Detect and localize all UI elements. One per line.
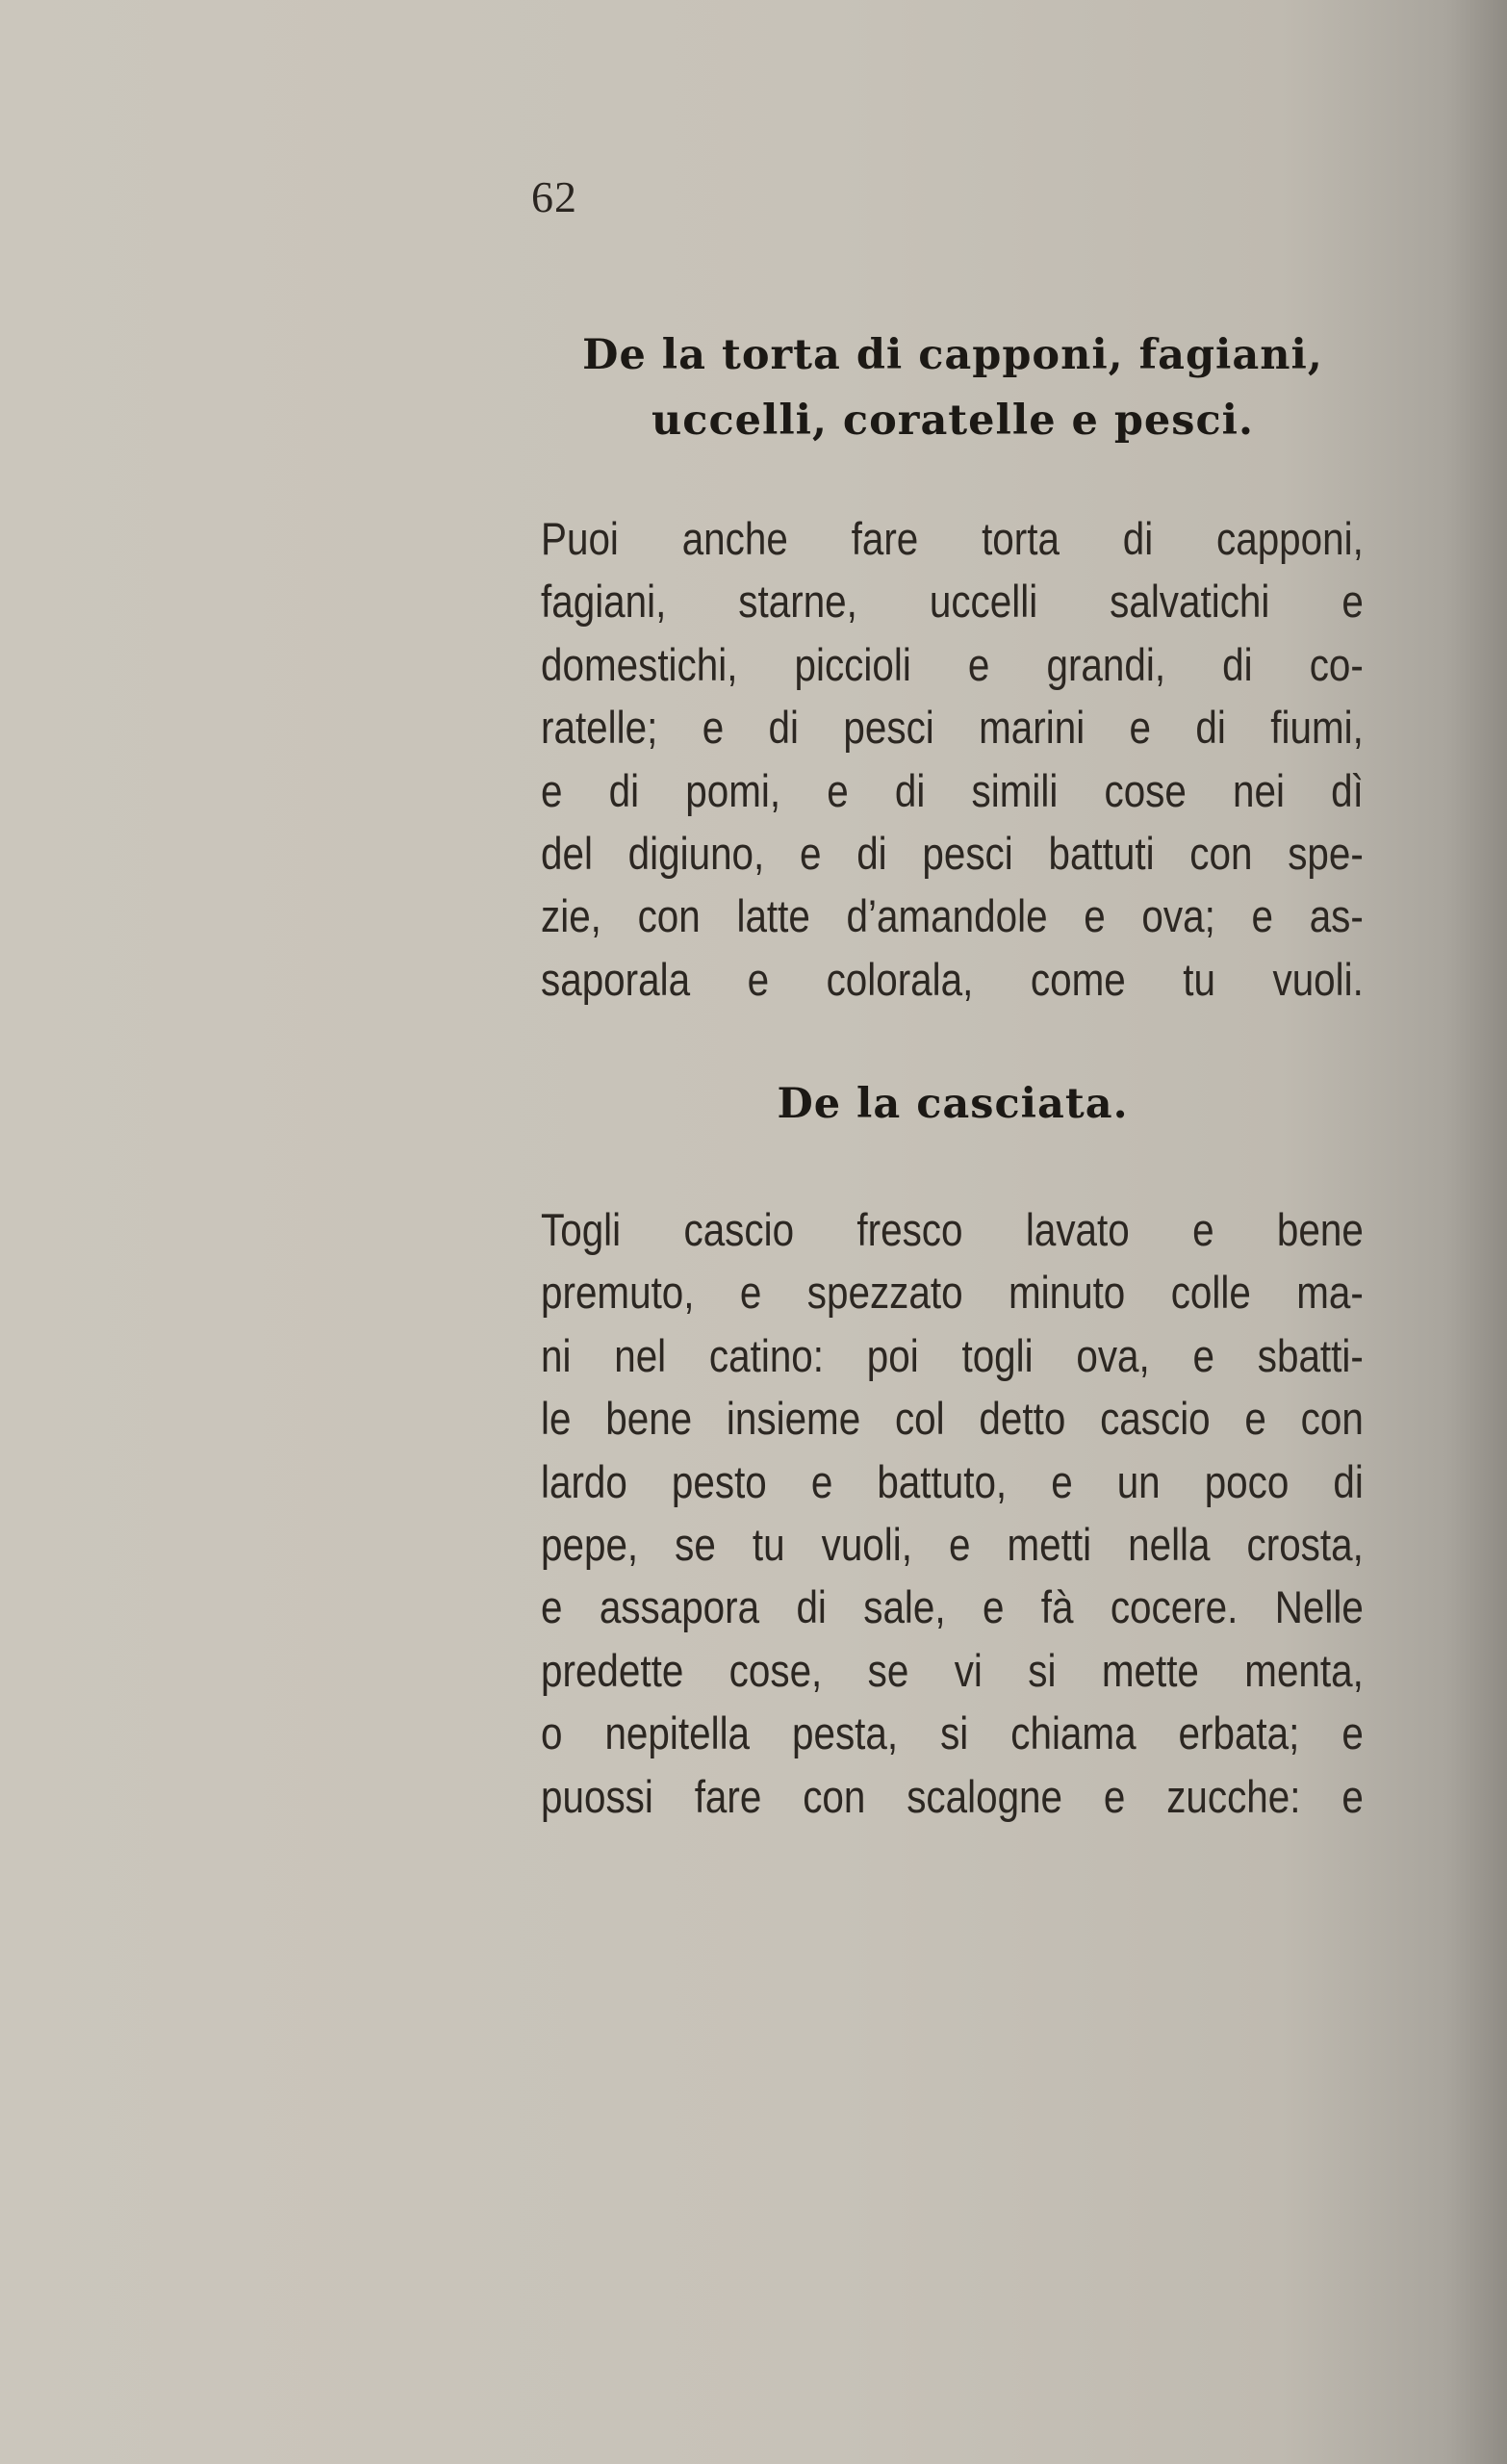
text-line: premuto, e spezzato minuto colle ma- [541, 1267, 1364, 1319]
text-line: puossi fare con scalogne e zucche: e [541, 1770, 1364, 1822]
text-line: le bene insieme col detto cascio e con [541, 1393, 1364, 1445]
text-line: zie, con latte d’amandole e ova; e as- [541, 890, 1364, 942]
text-line: predette cose, se vi si mette menta, [541, 1644, 1364, 1696]
section-body-casciata [541, 1198, 1364, 1828]
text-line: e assapora di sale, e fà cocere. Nelle [541, 1581, 1364, 1633]
text-line: ratelle; e di pesci marini e di fiumi, [541, 702, 1364, 754]
text-line: o nepitella pesta, si chiama erbata; e [541, 1707, 1364, 1759]
text-line: fagiani, starne, uccelli salvatichi e [541, 576, 1364, 628]
section-body-torta [541, 507, 1364, 1011]
text-line: Togli cascio fresco lavato e bene [541, 1204, 1364, 1255]
page-number: 62 [531, 172, 577, 221]
text-line: del digiuno, e di pesci battuti con spe- [541, 828, 1364, 880]
text-line: pepe, se tu vuoli, e metti nella crosta, [541, 1519, 1364, 1571]
section-heading-casciata: De la casciata. [777, 1080, 1129, 1128]
text-line: saporala e colorala, come tu vuoli. [541, 953, 1364, 1005]
text-line: lardo pesto e battuto, e un poco di [541, 1455, 1364, 1507]
text-line: e di pomi, e di simili cose nei dì [541, 764, 1364, 816]
text-line: Puoi anche fare torta di capponi, [541, 513, 1364, 564]
section-heading-torta: De la torta di capponi, fagiani, uccelli, coratelle e pesci. [582, 331, 1323, 445]
text-line: domestichi, piccioli e grandi, di co- [541, 638, 1364, 690]
text-line: ni nel catino: poi togli ova, e sbatti- [541, 1329, 1364, 1381]
